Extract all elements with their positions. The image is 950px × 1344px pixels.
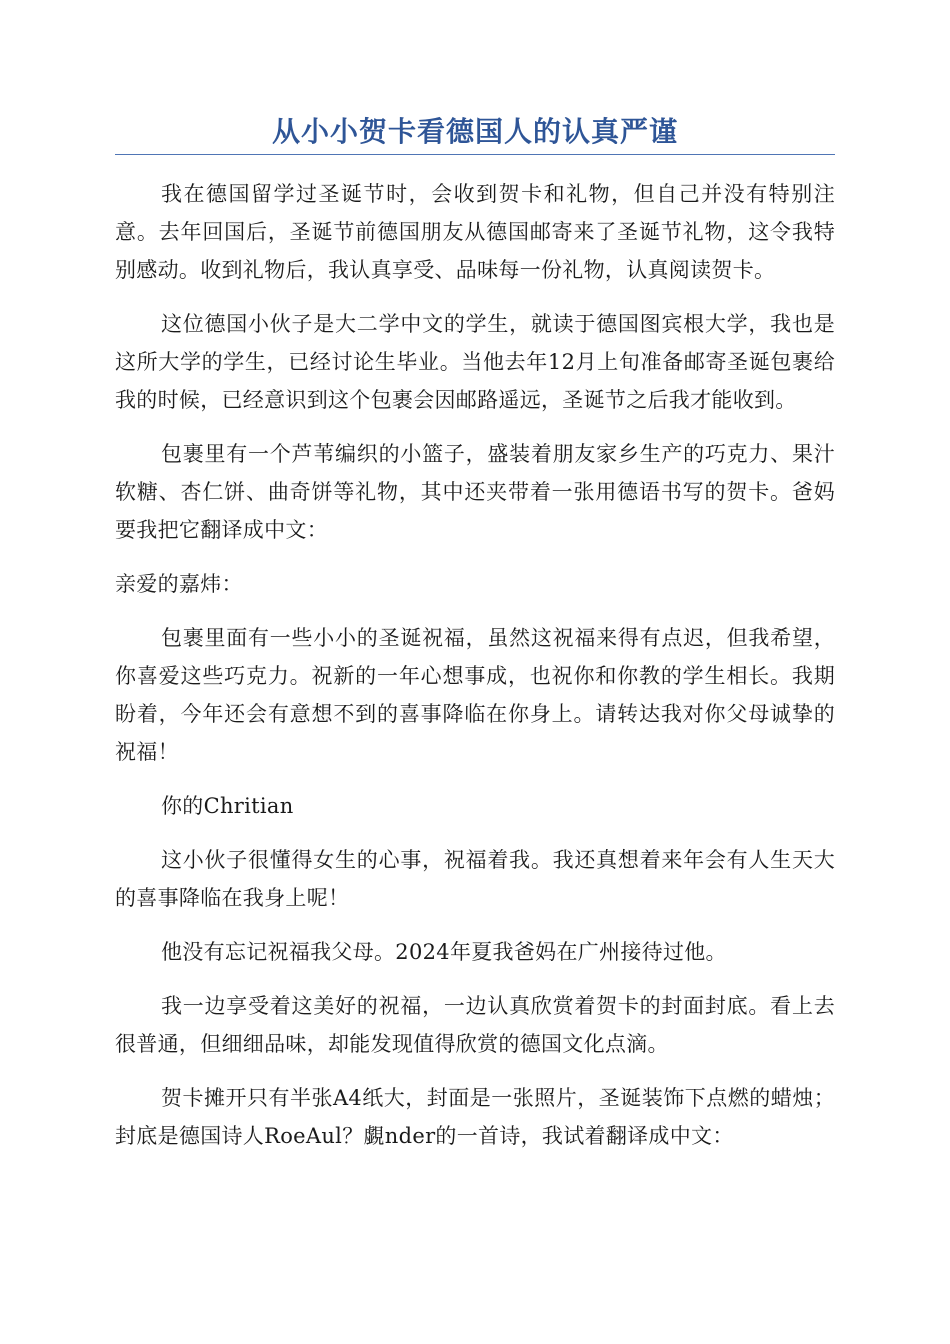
document-page	[115, 112, 835, 1171]
paragraph-card-appreciation: 我一边享受着这美好的祝福，一边认真欣赏着贺卡的封面封底。看上去很普通，但细细品味，却能发现值得欣赏的德国文化点滴。	[115, 994, 835, 1056]
paragraph-parents: 他没有忘记祝福我父母。2024年夏我爸妈在广州接待过他。	[161, 940, 727, 964]
paragraph-card-description: 贺卡摊开只有半张A4纸大，封面是一张照片，圣诞装饰下点燃的蜡烛；封底是德国诗人RoeAul？覷nder的一首诗，我试着翻译成中文：	[115, 1086, 835, 1148]
title-underline	[115, 154, 835, 155]
paragraph-package-contents: 包裹里有一个芦苇编织的小篮子，盛装着朋友家乡生产的巧克力、果汁软糖、杏仁饼、曲奇饼等礼物，其中还夹带着一张用德语书写的贺卡。爸妈要我把它翻译成中文：	[115, 442, 835, 542]
card-body: 包裹里面有一些小小的圣诞祝福，虽然这祝福来得有点迟，但我希望，你喜爱这些巧克力。祝新的一年心想事成，也祝你和你教的学生相长。我期盼着，今年还会有意想不到的喜事降临在你身上。请转达我对你父母诚挚的祝福！	[115, 626, 835, 764]
document-title: 从小小贺卡看德国人的认真严谨	[271, 115, 678, 148]
card-signature: 你的Chritian	[161, 794, 294, 818]
card-salutation: 亲爱的嘉炜：	[115, 572, 243, 596]
paragraph-reflection: 这小伙子很懂得女生的心事，祝福着我。我还真想着来年会有人生天大的喜事降临在我身上呢！	[115, 848, 835, 910]
paragraph-intro: 我在德国留学过圣诞节时，会收到贺卡和礼物，但自己并没有特别注意。去年回国后，圣诞节前德国朋友从德国邮寄来了圣诞节礼物，这令我特别感动。收到礼物后，我认真享受、品味每一份礼物，认真阅读贺卡。	[115, 182, 835, 282]
paragraph-friend-background: 这位德国小伙子是大二学中文的学生，就读于德国图宾根大学，我也是这所大学的学生，已经讨论生毕业。当他去年12月上旬准备邮寄圣诞包裹给我的时候，已经意识到这个包裹会因邮路遥远，圣诞节之后我才能收到。	[115, 312, 835, 412]
